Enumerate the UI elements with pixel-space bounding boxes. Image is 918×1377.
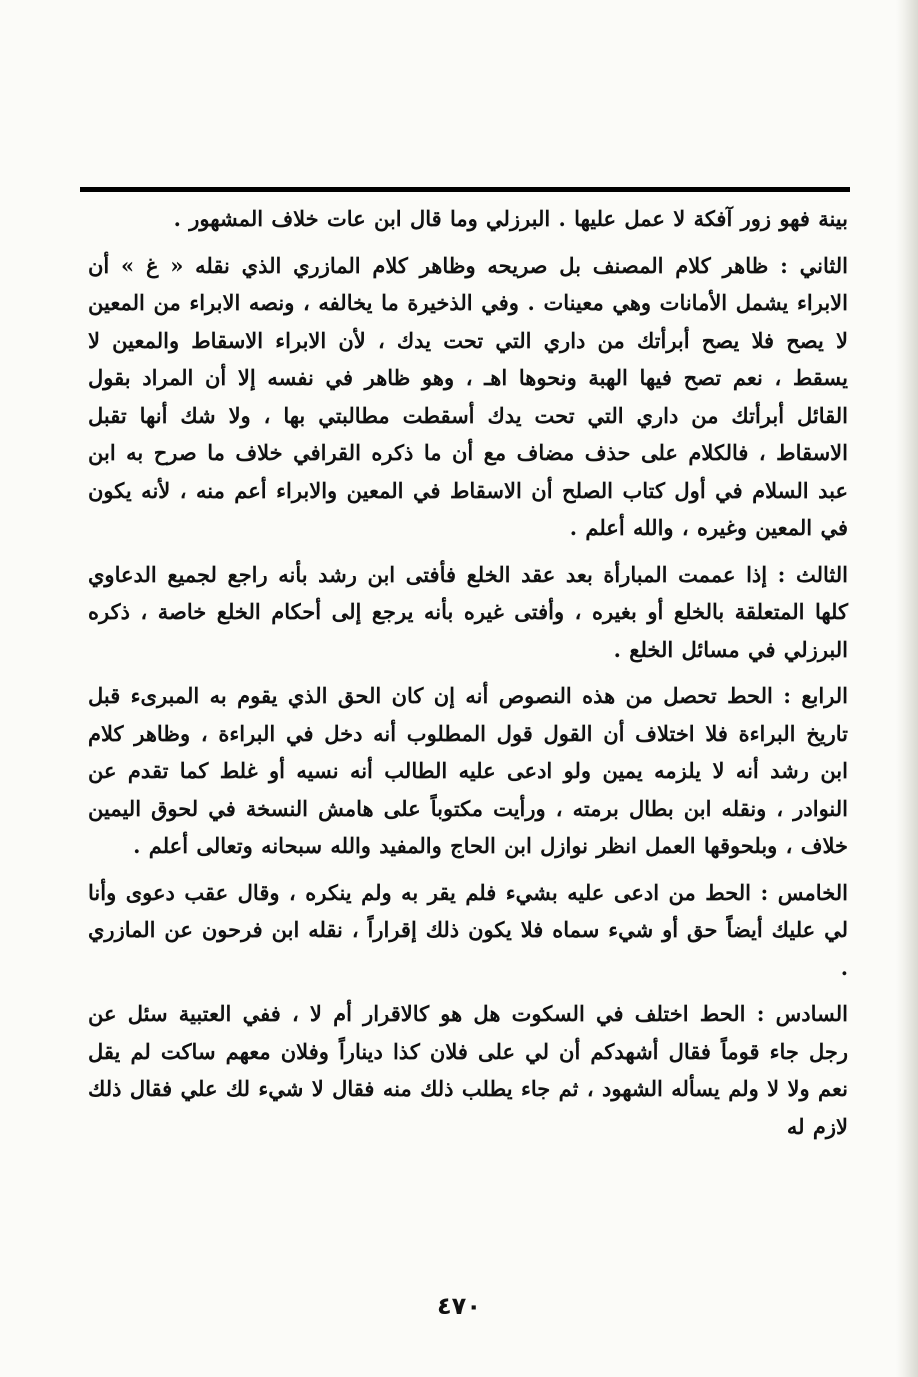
paragraph-heading: الثالث : xyxy=(777,561,848,587)
paragraph-continuation xyxy=(88,200,848,238)
paragraph-heading: السادس : xyxy=(756,1001,849,1026)
page-edge-shadow xyxy=(896,0,918,1377)
paragraph-text: الحط اختلف في السكوت هل هو كالاقرار أم لا ، ففي العتبية سئل عن رجل جاء قوماً فقال أشهدكم أن لي على فلان كذا ديناراً وفلان معهم ساكت لم يقل نعم ولا لا ولم يسأله الشهود ، ثم جاء يطلب ذلك منه فقال لا شيء لك علي فقال ذلك لازم له xyxy=(88,1001,848,1139)
paragraph-fifth xyxy=(88,874,848,987)
paragraph-heading: الثاني : xyxy=(780,252,848,278)
paragraph-heading: الخامس : xyxy=(760,879,848,905)
paragraph-third xyxy=(88,556,848,669)
paragraph-text: بينة فهو زور آفكة لا عمل عليها . البرزلي وما قال ابن عات خلاف المشهور . xyxy=(173,206,848,231)
paragraph-heading: الرابع : xyxy=(783,683,849,708)
header-rule xyxy=(80,187,850,192)
paragraph-text: إذا عممت المبارأة بعد عقد الخلع فأفتى ابن رشد بأنه راجع لجميع الدعاوي كلها المتعلقة بالخلع أو بغيره ، وأفتى غيره بأنه يرجع إلى أحكام الخلع خاصة ، ذكره البرزلي في مسائل الخلع . xyxy=(88,561,848,662)
paragraph-sixth xyxy=(88,995,848,1145)
paragraph-text: ظاهر كلام المصنف بل صريحه وظاهر كلام المازري الذي نقله « غ » أن الابراء يشمل الأمانات وهي معينات . وفي الذخيرة ما يخالفه ، ونصه الابراء من المعين لا يصح فلا يصح أبرأتك من داري التي تحت يدك ، لأن الابراء الاسقاط والمعين لا يسقط ، نعم تصح فيها الهبة ونحوها اهـ ، وهو ظاهر في نفسه إلا أن المراد بقول القائل أبرأتك من داري التي تحت يدك أسقطت مطالبتي بها ، ولا شك أنها تقبل الاسقاط ، فالكلام على حذف مضاف مع أن ما ذكره القرافي خلاف ما صرح به ابن عبد السلام في أول كتاب الصلح أن الاسقاط في المعين والابراء أعم منه ، لأنه يكون في المعين وغيره ، والله أعلم . xyxy=(88,252,848,540)
paragraph-fourth xyxy=(88,677,848,865)
page-number: ٤٧٠ xyxy=(437,1292,481,1320)
paragraph-text: الحط من ادعى عليه بشيء فلم يقر به ولم ينكره ، وقال عقب دعوى وأنا لي عليك أيضاً حق أو شيء سماه فلا يكون ذلك إقراراً ، نقله ابن فرحون عن المازري . xyxy=(88,879,848,980)
paragraph-second xyxy=(88,247,848,547)
body-text xyxy=(88,200,848,1145)
paragraph-text: الحط تحصل من هذه النصوص أنه إن كان الحق الذي يقوم به المبرىء قبل تاريخ البراءة فلا اختلاف أن القول قول المطلوب أنه دخل في البراءة ، وظاهر كلام ابن رشد أنه لا يلزمه يمين ولو ادعى عليه الطالب أنه نسيه أو غلط كما تقدم عن النوادر ، ونقله ابن بطال برمته ، ورأيت مكتوباً على هامش النسخة في لحوق اليمين خلاف ، وبلحوقها العمل انظر نوازل ابن الحاج والمفيد والله سبحانه وتعالى أعلم . xyxy=(88,683,848,858)
